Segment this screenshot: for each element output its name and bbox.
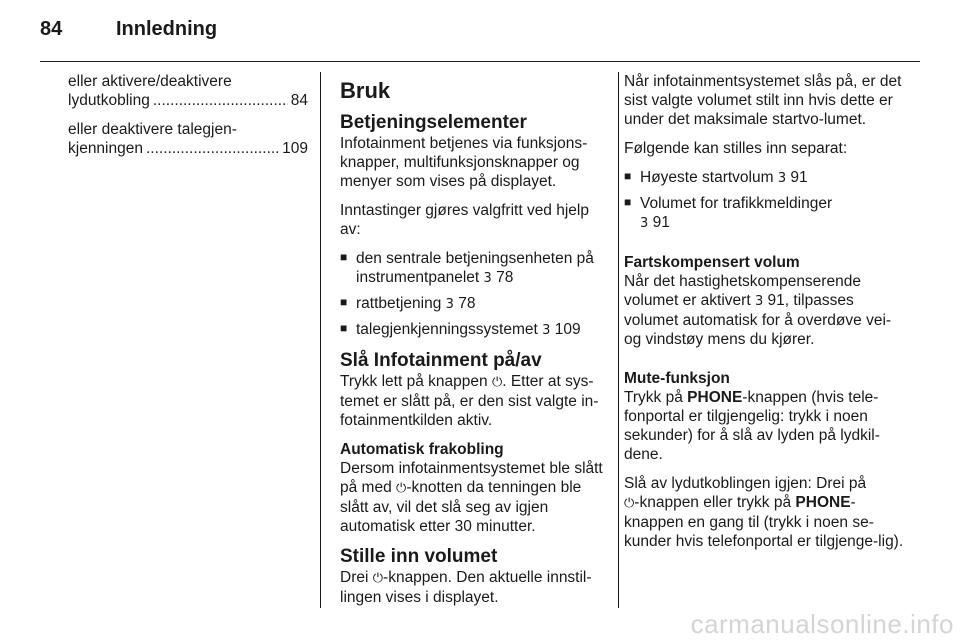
paragraph-fartskompensert: Når det hastighetskompenserende volumet er aktivert 3 91, tilpasses volumet automatisk for å overdøve vei- og vindstøy mens du kjører. (624, 273, 892, 348)
list-item: ■ Volumet for trafikkmeldinger 3 91 (624, 194, 904, 233)
watermark: carmanualsonline.info (690, 609, 954, 639)
page-ref-arrow-icon: 3 (777, 171, 787, 186)
power-icon: ⏻ (624, 496, 635, 511)
paragraph-inntastinger: Inntastinger gjøres valgfritt ved hjelp av: (340, 202, 589, 238)
section-heading-bruk: Bruk (340, 78, 391, 103)
page-ref-link[interactable]: 91 (790, 169, 808, 186)
toc-leader (153, 91, 288, 110)
column-1 (68, 72, 308, 158)
header-rule (40, 61, 920, 62)
page-ref-arrow-icon: 3 (542, 323, 551, 338)
page-number: 84 (40, 18, 63, 40)
toc-entry-label: kjenningen (68, 140, 143, 157)
list-item: ■ rattbetjening 3 78 (340, 294, 605, 314)
toc-entry-line: eller deaktivere talegjen- (68, 121, 237, 138)
subheading-fartskompensert: Fartskompensert volum (624, 254, 800, 271)
power-icon: ⏻ (491, 375, 503, 390)
paragraph-sla-pa-av: Trykk lett på knappen ⏻. Etter at sys-temet er slått på, er den sist valgte in-fotainmentkilden aktiv. (340, 373, 599, 429)
input-methods-list (340, 249, 605, 340)
subheading-betjening: Betjeningselementer (340, 112, 527, 133)
toc-page-ref: 84 (290, 92, 308, 109)
page-ref-link[interactable]: 78 (458, 295, 476, 312)
paragraph-folgende: Følgende kan stilles inn separat: (624, 140, 848, 157)
column-3 (624, 72, 904, 561)
volume-settings-list (624, 168, 904, 233)
page-ref-link[interactable]: 109 (554, 321, 581, 338)
column-divider-2 (618, 72, 619, 608)
paragraph-volum: Drei ⏻-knappen. Den aktuelle innstil-lingen vises i displayet. (340, 569, 592, 606)
paragraph-automatisk: Dersom infotainmentsystemet ble slått på med ⏻-knotten da tenningen ble slått av, vil det slå seg av igjen automatisk etter 30 minutter. (340, 460, 603, 535)
power-icon: ⏻ (396, 481, 407, 496)
page-ref-link[interactable]: 91 (652, 214, 670, 231)
column-divider-1 (320, 72, 321, 608)
phone-key-label: PHONE (687, 389, 743, 406)
toc-leader (146, 139, 279, 158)
paragraph-sla-av-mute: Slå av lydutkoblingen igjen: Drei på ⏻-knappen eller trykk på PHONE-knappen en gang til (trykk i noen se-kunder hvis telefonportal er tilgjenge-lig). (624, 475, 904, 550)
page-ref-arrow-icon: 3 (483, 271, 492, 286)
list-item: ■ den sentrale betjeningsenheten på instrumentpanelet 3 78 (340, 249, 605, 288)
subheading-volum: Stille inn volumet (340, 546, 498, 567)
toc-entry-mute[interactable] (68, 72, 308, 110)
subheading-mute: Mute-funksjon (624, 370, 730, 387)
column-2 (340, 72, 605, 617)
toc-page-ref: 109 (282, 140, 308, 157)
page-ref-link[interactable]: 78 (496, 269, 514, 286)
toc-entry-voice[interactable] (68, 120, 308, 158)
list-item: ■ talegjenkjenningssystemet 3 109 (340, 320, 605, 340)
chapter-title: Innledning (116, 18, 218, 40)
toc-entry-label: lydutkobling (68, 92, 150, 109)
page-ref-arrow-icon: 3 (445, 297, 454, 312)
paragraph-mute: Trykk på PHONE-knappen (hvis tele-fonportal er tilgjengelig: trykk i noen sekunder) for å slå av lyden på lydkil-dene. (624, 389, 880, 463)
subheading-automatisk: Automatisk frakobling (340, 441, 504, 458)
phone-key-label: PHONE (795, 494, 851, 511)
page-header (40, 18, 217, 41)
power-icon: ⏻ (372, 571, 384, 586)
paragraph-betjening: Infotainment betjenes via funksjons-knapper, multifunksjonsknapper og menyer som vises på displayet. (340, 135, 588, 190)
paragraph-startvolum: Når infotainmentsystemet slås på, er det sist valgte volumet stilt inn hvis dette er under det maksimale startvo-lumet. (624, 73, 902, 128)
list-item: ■ Høyeste startvolum 3 91 (624, 168, 904, 188)
page-ref-arrow-icon: 3 (640, 216, 649, 231)
page-ref-link[interactable]: 91 (767, 292, 785, 309)
page-ref-arrow-icon: 3 (754, 294, 764, 309)
subheading-sla-pa-av: Slå Infotainment på/av (340, 350, 542, 371)
toc-entry-line: eller aktivere/deaktivere (68, 73, 232, 90)
